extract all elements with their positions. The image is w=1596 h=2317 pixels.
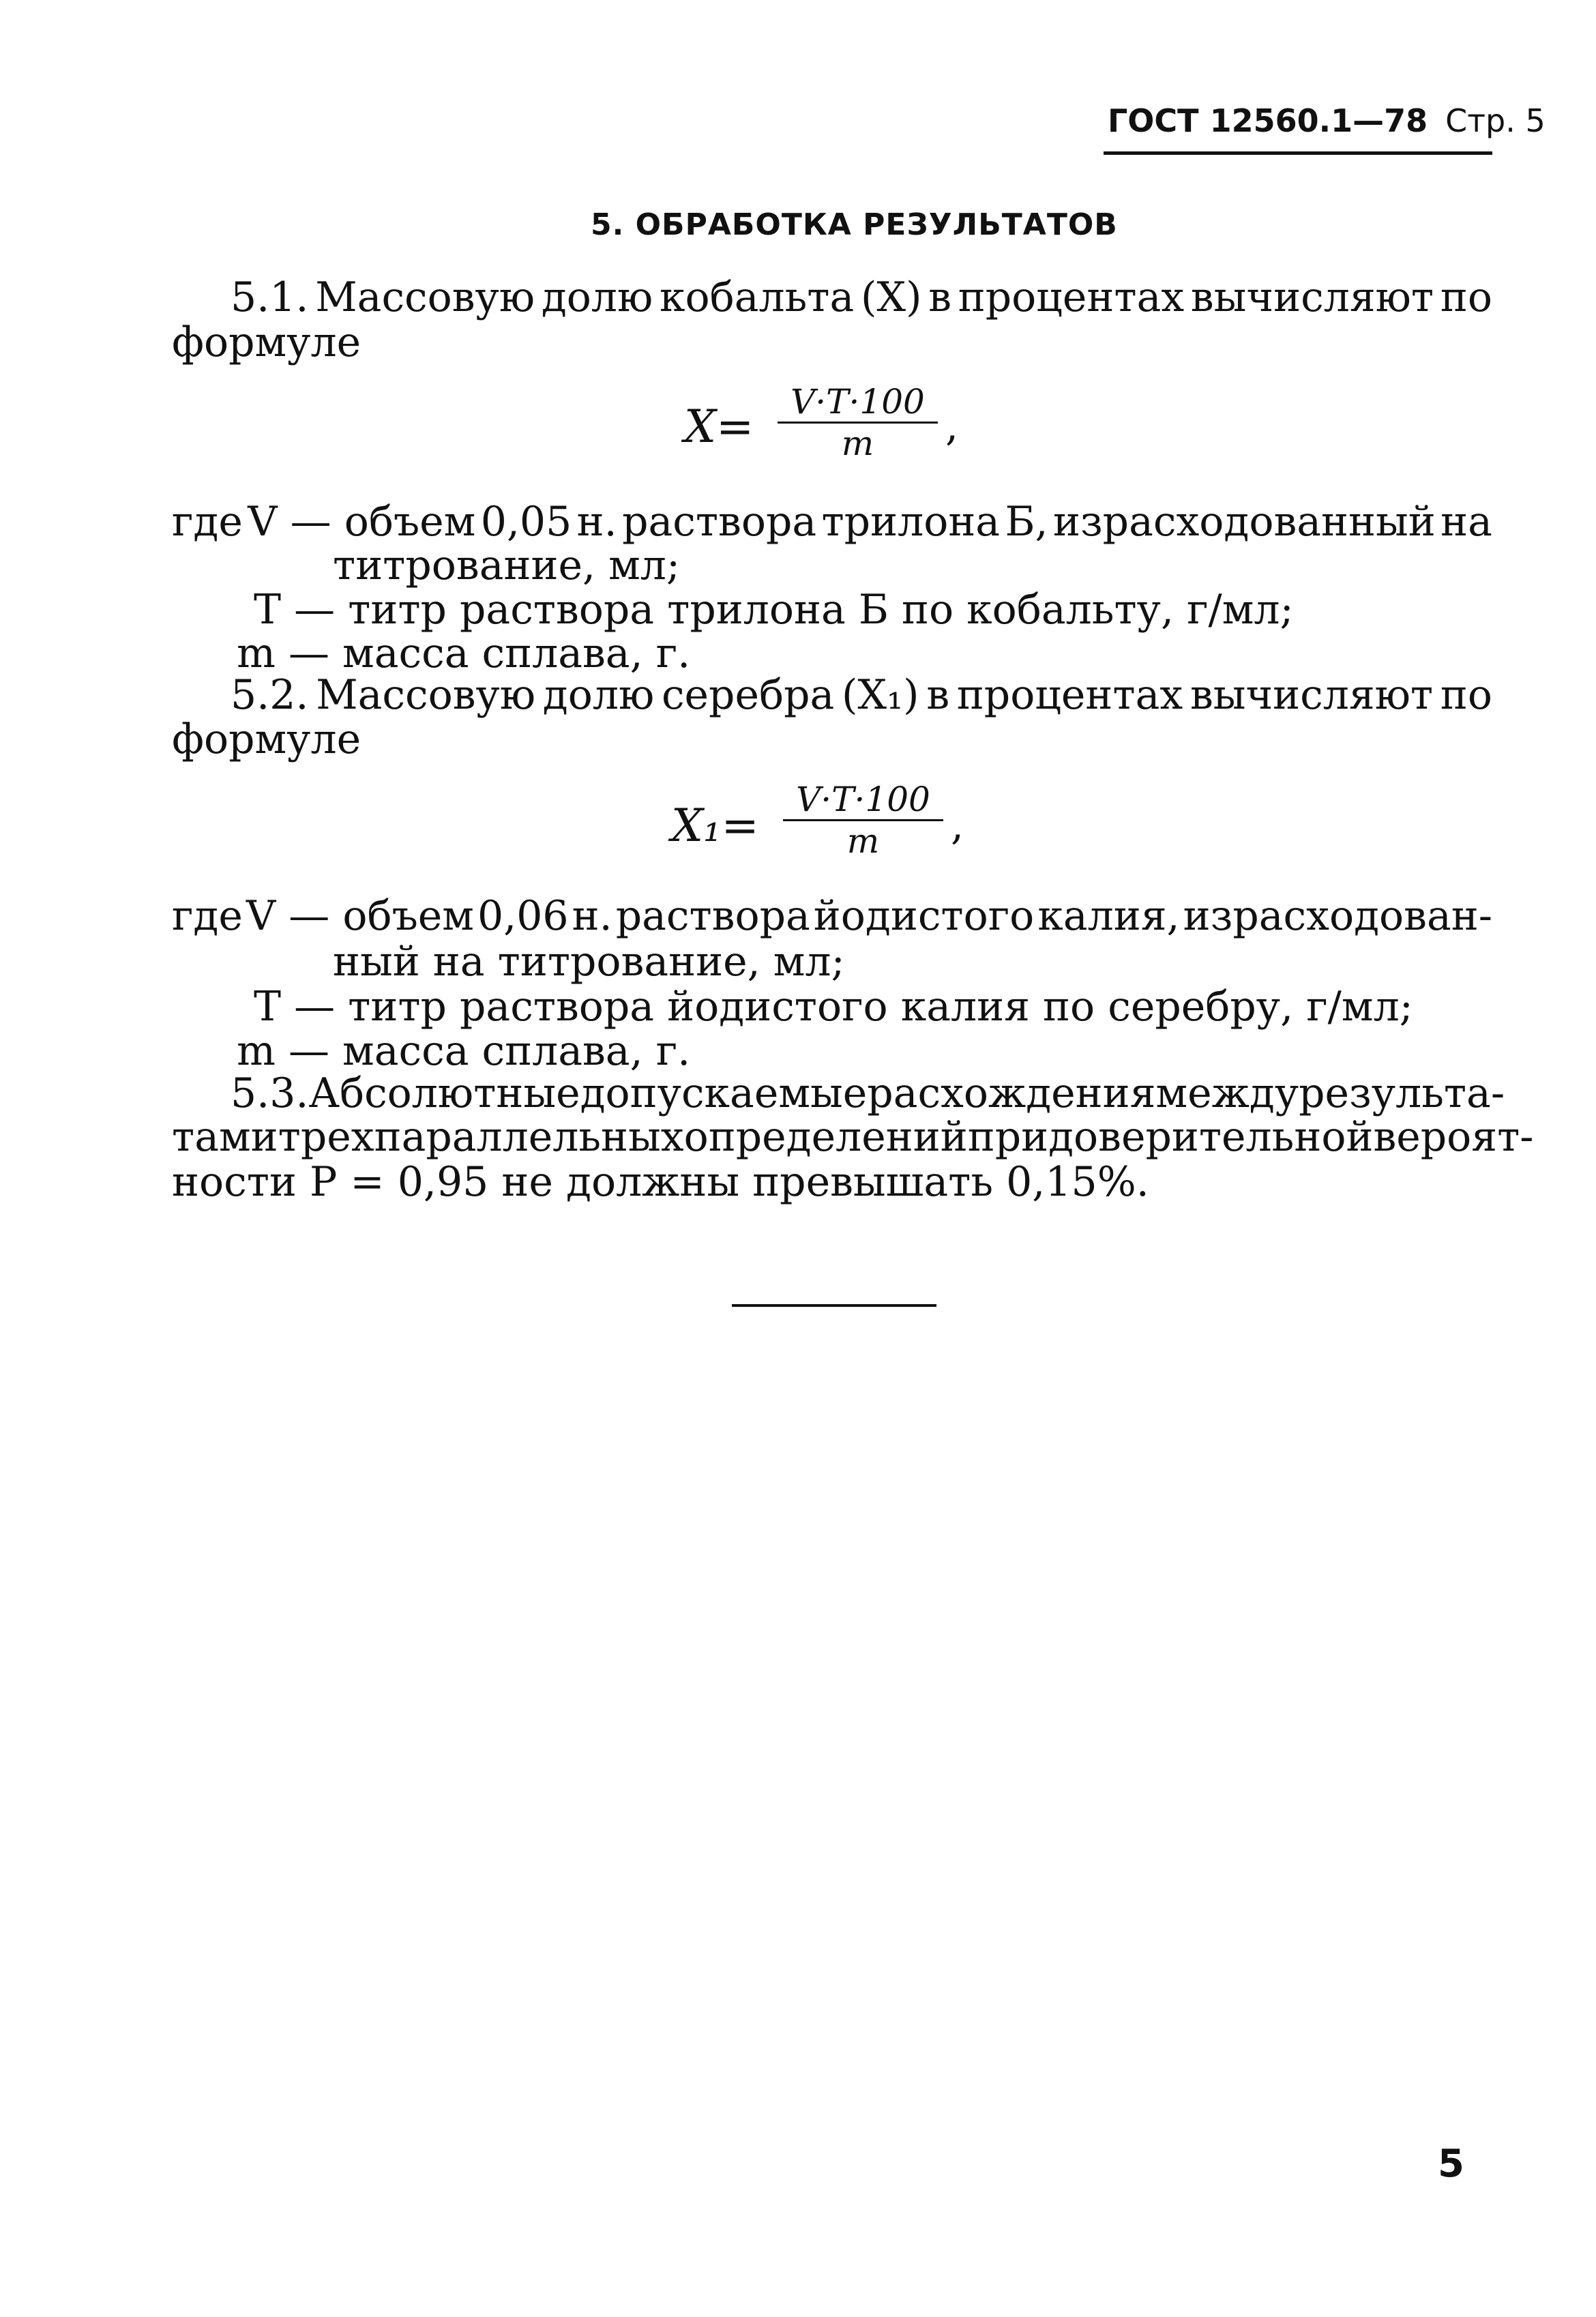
formula-2-lhs: X₁= (671, 799, 759, 852)
word: на (1440, 498, 1492, 546)
word: тами (172, 1113, 278, 1161)
word: определений (683, 1113, 968, 1161)
word: вычисляют (1189, 671, 1434, 719)
word: Массовую (316, 671, 536, 719)
word: израсходован- (1183, 892, 1492, 940)
word: допускаемые (580, 1069, 868, 1117)
paragraph-5-1-line-1 (231, 275, 1492, 320)
word: йодистого (813, 892, 1035, 940)
word: н. (572, 892, 612, 940)
word: израсходованный (1052, 498, 1436, 546)
formula-2-tail: , (951, 801, 964, 849)
word: параллельных (374, 1113, 684, 1161)
formula-1-fraction (774, 382, 941, 463)
page-label: Стр. 5 (1445, 102, 1546, 139)
paragraph-5-2-line-2: формуле (172, 715, 361, 763)
formula-2-denominator: m (846, 821, 880, 861)
formula-2-fraction (780, 780, 947, 861)
paragraph-5-2-line-1 (231, 673, 1492, 718)
page-number: 5 (1438, 2142, 1464, 2186)
where-1-V-line-2: титрование, мл; (333, 542, 681, 589)
where-2-T: T — титр раствора йодистого калия по серебру, г/мл; (254, 983, 1413, 1031)
word: калия, (1037, 892, 1180, 940)
word: 0,06 (477, 892, 569, 940)
word: расхождения (867, 1069, 1156, 1117)
word: между (1155, 1069, 1299, 1117)
where-2-V-line-2: ный на титрование, мл; (333, 938, 845, 986)
word: результа- (1299, 1069, 1505, 1117)
section-title: 5. ОБРАБОТКА РЕЗУЛЬТАТОВ (591, 207, 1118, 242)
word: трех (278, 1113, 374, 1161)
standard-number: ГОСТ 12560.1—78 (1108, 102, 1428, 139)
word: трилона (821, 498, 1001, 546)
paragraph-5-1-line-2: формуле (172, 319, 361, 366)
word: процентах (958, 274, 1185, 321)
word: где (172, 498, 243, 546)
word: серебра (661, 671, 835, 719)
word: 0,05 (480, 498, 572, 546)
word: 5.3. (231, 1069, 309, 1117)
word: V — объем (246, 892, 474, 940)
word: долю (541, 274, 653, 321)
word: где (172, 892, 243, 940)
word: Абсолютные (308, 1069, 580, 1117)
word: по (1440, 671, 1492, 719)
word: раствора (622, 498, 817, 546)
formula-1-tail: , (945, 402, 959, 450)
word: 5.1. (231, 274, 309, 321)
word: (X) (860, 274, 922, 321)
formula-1-numerator: V·T·100 (790, 382, 925, 422)
word: Массовую (315, 274, 535, 321)
paragraph-5-3-line-2 (172, 1113, 1534, 1161)
word: V — объем (248, 498, 476, 546)
paragraph-5-3-line-3: ности P = 0,95 не должны превышать 0,15%. (172, 1158, 1149, 1206)
header-rule (1104, 151, 1492, 155)
closing-rule (732, 1304, 936, 1307)
formula-1-lhs: X= (684, 400, 754, 453)
word: в (928, 274, 952, 321)
word: (X₁) (842, 671, 919, 719)
word: раствора (615, 892, 810, 940)
word: кобальта (659, 274, 855, 321)
word: долю (542, 671, 655, 719)
formula-1-denominator: m (841, 424, 874, 463)
word: вероят- (1373, 1113, 1534, 1161)
where-1-T: T — титр раствора трилона Б по кобальту, г/мл; (254, 586, 1294, 634)
word: доверительной (1048, 1113, 1374, 1161)
word: Б, (1005, 498, 1048, 546)
word: при (967, 1113, 1049, 1161)
paragraph-5-3-line-1 (231, 1069, 1505, 1117)
word: по (1440, 274, 1492, 321)
where-2-V-line-1 (172, 894, 1492, 939)
word: в (926, 671, 950, 719)
word: н. (576, 498, 617, 546)
where-2-m: m — масса сплава, г. (237, 1027, 691, 1075)
word: 5.2. (231, 671, 309, 719)
word: вычисляют (1190, 274, 1434, 321)
where-1-m: m — масса сплава, г. (237, 630, 691, 677)
where-1-V-line-1 (172, 499, 1492, 544)
word: процентах (956, 671, 1183, 719)
running-header (1108, 102, 1546, 139)
formula-2-numerator: V·T·100 (796, 780, 930, 819)
